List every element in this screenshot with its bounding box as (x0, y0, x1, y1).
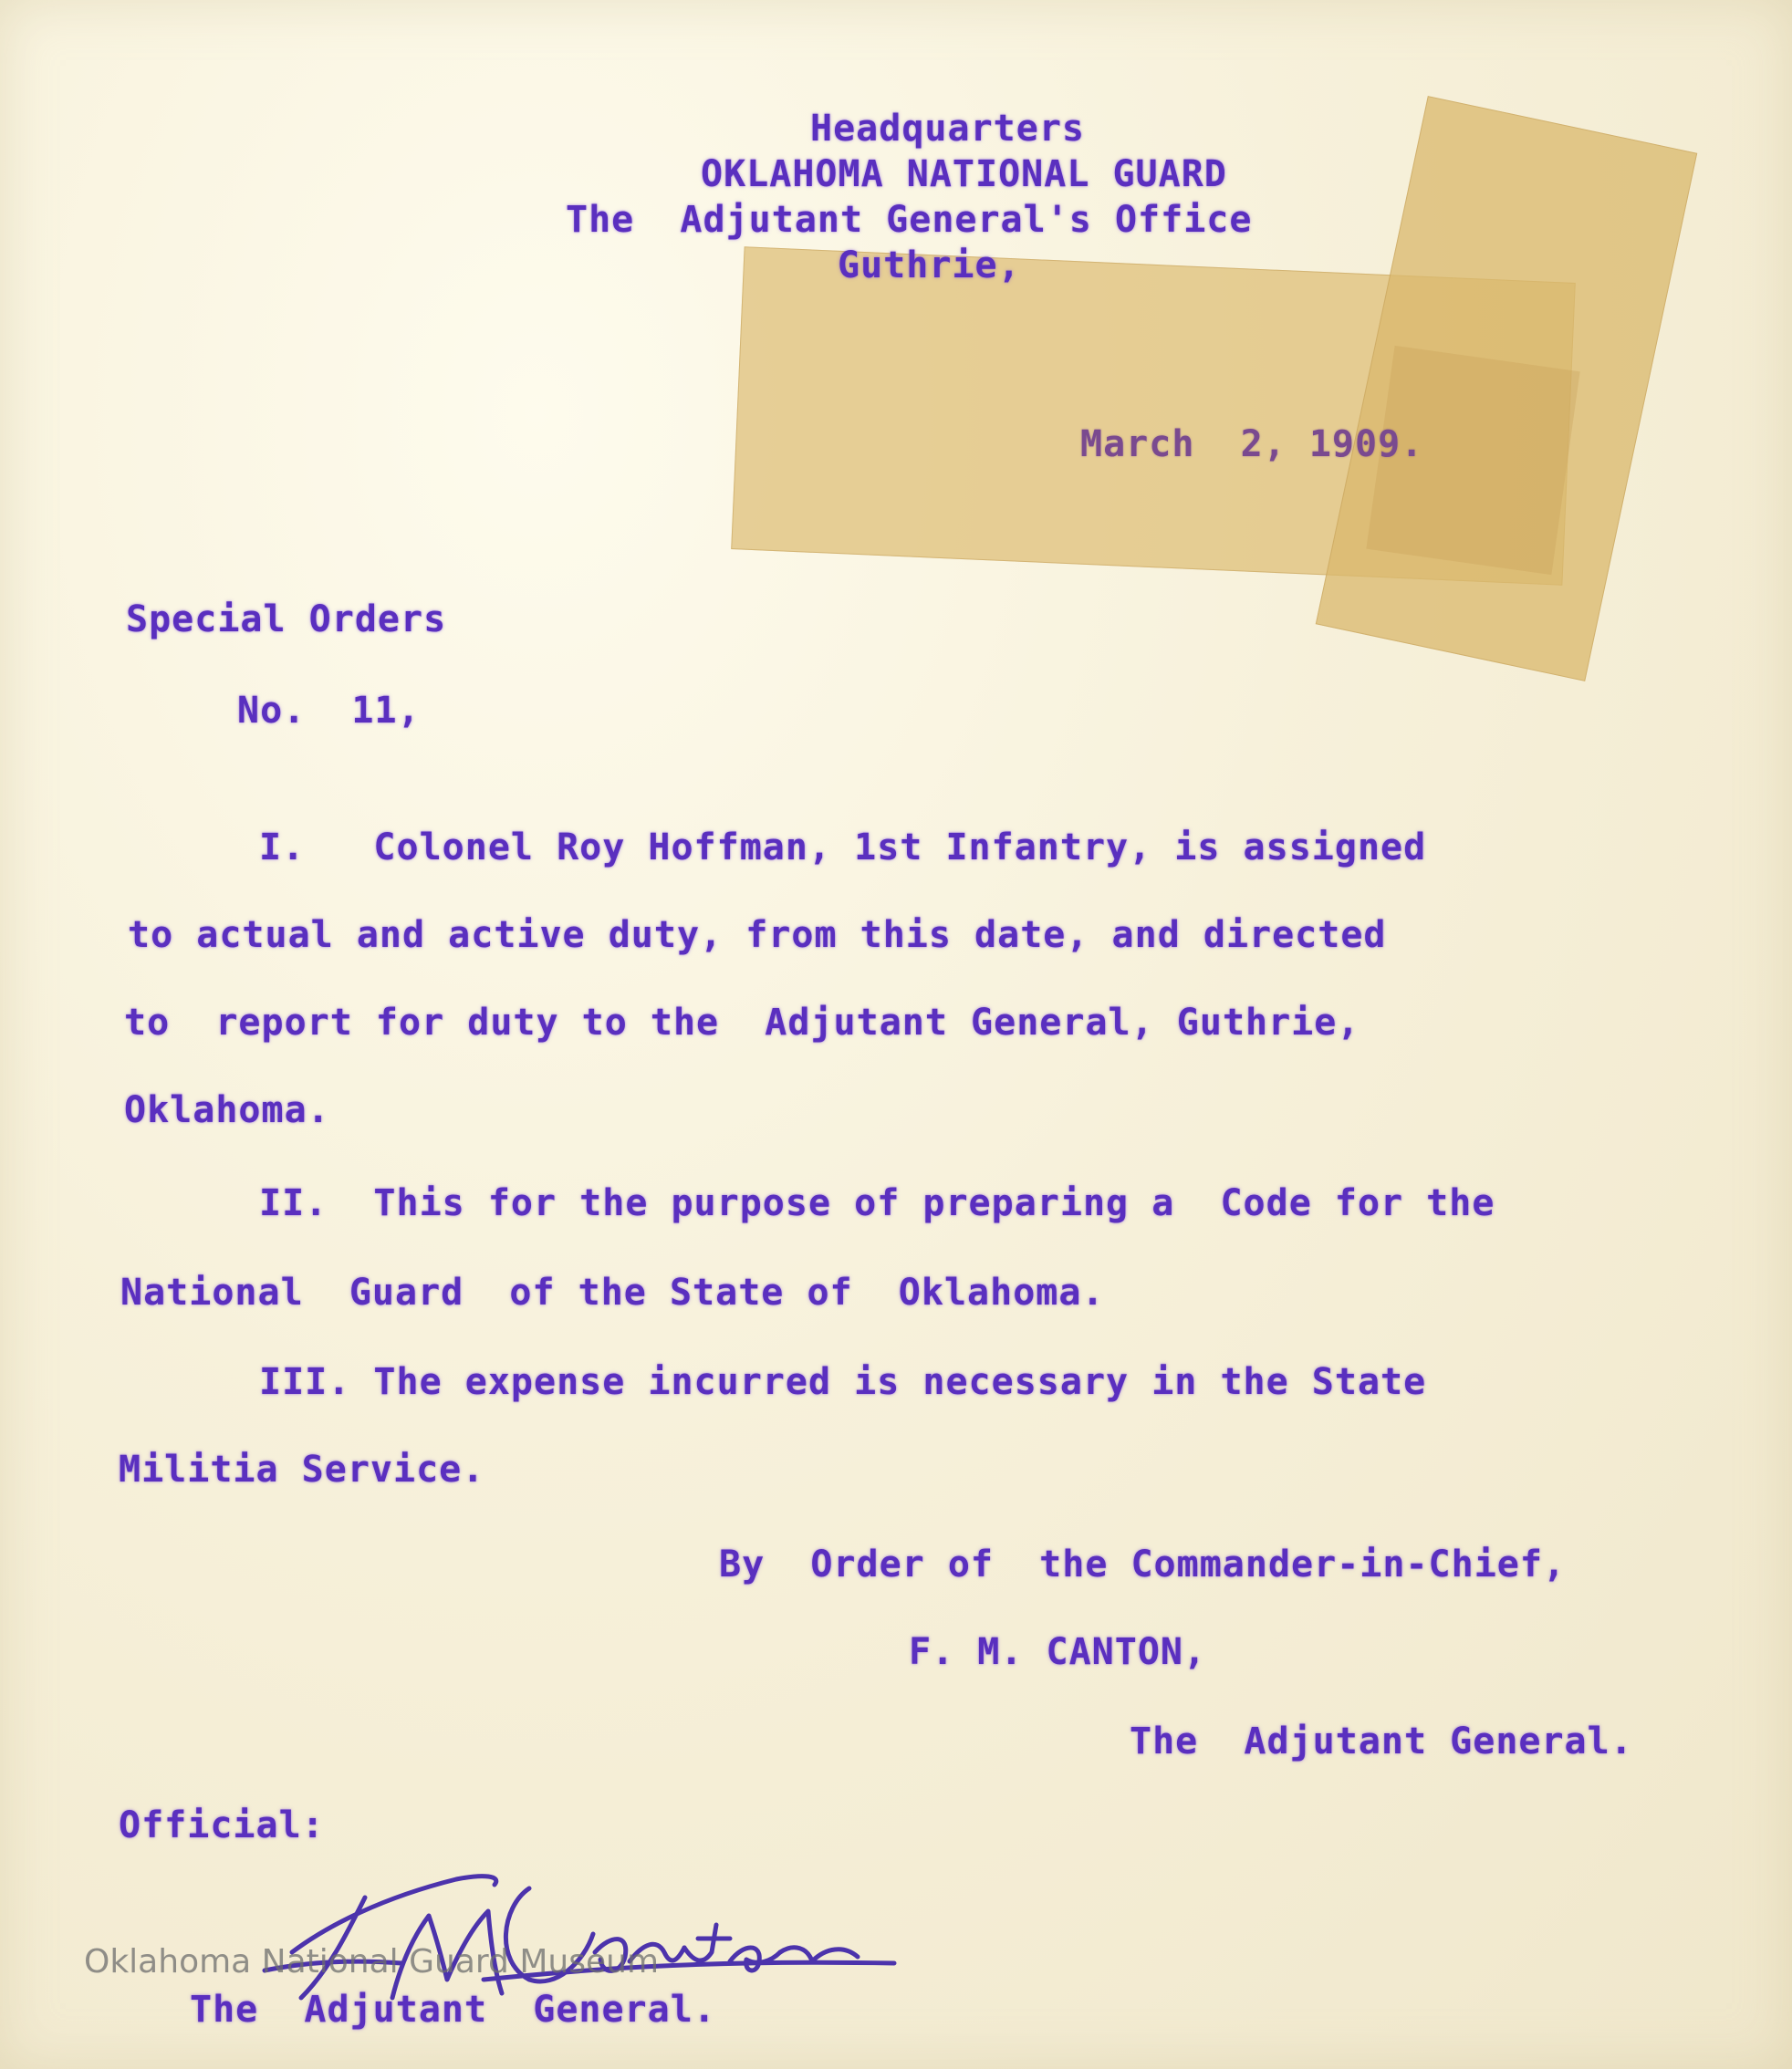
letterhead-city: Guthrie, (838, 244, 1021, 286)
paragraph-1-line-2: to actual and active duty, from this date, and directed (128, 914, 1387, 956)
paragraph-2-line-1: II. This for the purpose of preparing a Code for the (259, 1182, 1495, 1224)
museum-watermark: Oklahoma National Guard Museum (84, 1943, 660, 1981)
paragraph-1-line-1: I. Colonel Roy Hoffman, 1st Infantry, is assigned (259, 827, 1427, 868)
paragraph-1-line-4: Oklahoma. (124, 1089, 330, 1131)
paragraph-1-line-3: to report for duty to the Adjutant General, Guthrie, (124, 1002, 1360, 1044)
letterhead-organization: OKLAHOMA NATIONAL GUARD (701, 153, 1227, 195)
paragraph-3-line-2: Militia Service. (119, 1449, 485, 1491)
closing-by-order: By Order of the Commander-in-Chief, (719, 1544, 1567, 1586)
official-label: Official: (119, 1804, 325, 1846)
closing-name: F. M. CANTON, (909, 1631, 1207, 1673)
letterhead-office: The Adjutant General's Office (566, 199, 1253, 241)
paragraph-2-line-2: National Guard of the State of Oklahoma. (120, 1272, 1105, 1314)
order-title: Special Orders (126, 598, 447, 640)
letter-date: March 2, 1909. (1080, 423, 1424, 465)
official-title: The Adjutant General. (190, 1989, 716, 2031)
paragraph-3-line-1: III. The expense incurred is necessary in the State (259, 1361, 1427, 1403)
closing-title: The Adjutant General. (1130, 1721, 1633, 1762)
order-number: No. 11, (237, 690, 421, 732)
letterhead-headquarters: Headquarters (810, 108, 1085, 150)
